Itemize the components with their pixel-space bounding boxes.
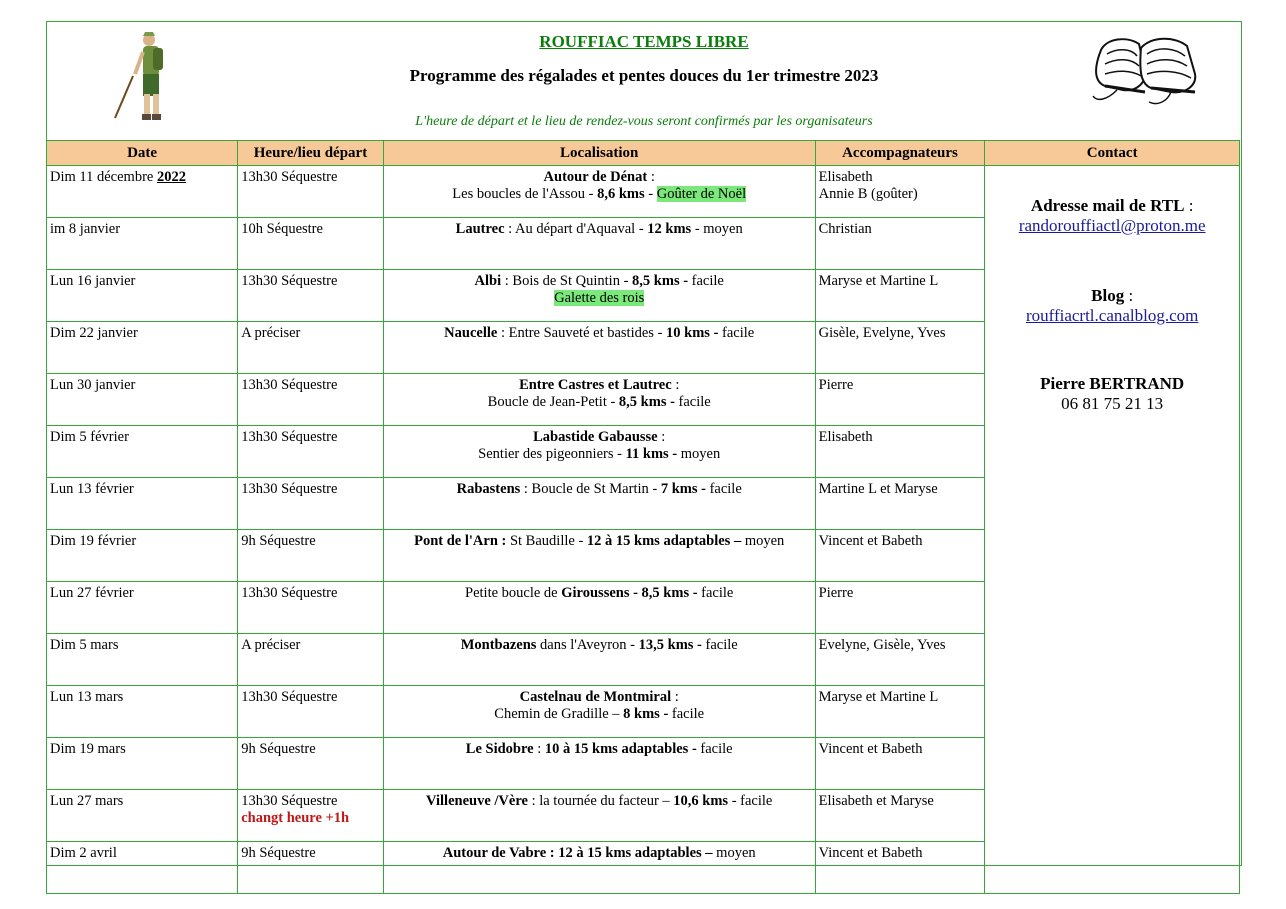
- hiking-boots-icon: [1087, 30, 1207, 110]
- row-time: 10h Séquestre: [238, 218, 384, 270]
- row-guides: Pierre: [815, 374, 985, 426]
- row-location: Pont de l'Arn : St Baudille - 12 à 15 kms adaptables – moyen: [383, 530, 815, 582]
- row-date: Dim 19 février: [47, 530, 238, 582]
- row-guides: Maryse et Martine L: [815, 686, 985, 738]
- row-location: Petite boucle de Giroussens - 8,5 kms - facile: [383, 582, 815, 634]
- mail-link[interactable]: randorouffiactl@proton.me: [1018, 216, 1206, 235]
- row-guides: Evelyne, Gisèle, Yves: [815, 634, 985, 686]
- row-date: Dim 19 mars: [47, 738, 238, 790]
- row-date: Lun 30 janvier: [47, 374, 238, 426]
- col-time: Heure/lieu départ: [238, 141, 384, 166]
- row-date: im 8 janvier: [47, 218, 238, 270]
- row-guides: Maryse et Martine L: [815, 270, 985, 322]
- header: [47, 22, 1241, 140]
- row-date: Dim 5 février: [47, 426, 238, 478]
- page-subtitle: Programme des régalades et pentes douces du 1er trimestre 2023: [409, 66, 879, 85]
- row-location: Labastide Gabausse : Sentier des pigeonniers - 11 kms - moyen: [383, 426, 815, 478]
- row-guides: Martine L et Maryse: [815, 478, 985, 530]
- row-guides: Vincent et Babeth: [815, 530, 985, 582]
- row-guides: Pierre: [815, 582, 985, 634]
- row-location: Le Sidobre : 10 à 15 kms adaptables - facile: [383, 738, 815, 790]
- row-time: A préciser: [238, 322, 384, 374]
- col-location: Localisation: [383, 141, 815, 166]
- blog-link[interactable]: rouffiacrtl.canalblog.com: [1025, 306, 1199, 325]
- row-location: Lautrec : Au départ d'Aquaval - 12 kms - moyen: [383, 218, 815, 270]
- page-title: ROUFFIAC TEMPS LIBRE: [539, 32, 749, 51]
- row-date: Dim 11 décembre 2022: [47, 166, 238, 218]
- row-time: 13h30 Séquestre: [238, 582, 384, 634]
- row-location: Albi : Bois de St Quintin - 8,5 kms - facile Galette des rois: [383, 270, 815, 322]
- row-location: Autour de Vabre : 12 à 15 kms adaptables – moyen: [383, 842, 815, 894]
- contact-name: Pierre BERTRAND: [1040, 374, 1185, 393]
- row-guides: Elisabeth Annie B (goûter): [815, 166, 985, 218]
- row-time: 13h30 Séquestre: [238, 270, 384, 322]
- row-time: 13h30 Séquestre: [238, 426, 384, 478]
- row-time: 13h30 Séquestre: [238, 166, 384, 218]
- row-location: Entre Castres et Lautrec : Boucle de Jean-Petit - 8,5 kms - facile: [383, 374, 815, 426]
- row-time: A préciser: [238, 634, 384, 686]
- row-time: 9h Séquestre: [238, 738, 384, 790]
- contact-phone: 06 81 75 21 13: [1061, 394, 1164, 413]
- row-guides: Elisabeth: [815, 426, 985, 478]
- row-guides: Vincent et Babeth: [815, 738, 985, 790]
- row-location: Villeneuve /Vère : la tournée du facteur – 10,6 kms - facile: [383, 790, 815, 842]
- programme-frame: [46, 21, 1242, 866]
- row-guides: Gisèle, Evelyne, Yves: [815, 322, 985, 374]
- row-time: 13h30 Séquestre: [238, 686, 384, 738]
- row-date: Lun 13 février: [47, 478, 238, 530]
- row-date: Lun 27 mars: [47, 790, 238, 842]
- programme-table: [46, 140, 1240, 894]
- row-location: Naucelle : Entre Sauveté et bastides - 10 kms - facile: [383, 322, 815, 374]
- col-date: Date: [47, 141, 238, 166]
- row-time: 9h Séquestre: [238, 842, 384, 894]
- row-date: Dim 5 mars: [47, 634, 238, 686]
- col-guides: Accompagnateurs: [815, 141, 985, 166]
- page-note: L'heure de départ et le lieu de rendez-vous seront confirmés par les organisateurs: [415, 114, 873, 129]
- table-row: [47, 166, 1240, 218]
- row-location: Montbazens dans l'Aveyron - 13,5 kms - facile: [383, 634, 815, 686]
- row-time: 13h30 Séquestre: [238, 374, 384, 426]
- row-guides: Elisabeth et Maryse: [815, 790, 985, 842]
- row-location: Rabastens : Boucle de St Martin - 7 kms - facile: [383, 478, 815, 530]
- row-date: Dim 22 janvier: [47, 322, 238, 374]
- col-contact: Contact: [985, 141, 1240, 166]
- row-time: 13h30 Séquestre: [238, 478, 384, 530]
- row-date: Dim 2 avril: [47, 842, 238, 894]
- contact-cell: Adresse mail de RTL : randorouffiactl@proton.me Blog : rouffiacrtl.canalblog.com Pierre BERTRAND 06 81 75 21 13: [985, 166, 1240, 894]
- row-date: Lun 13 mars: [47, 686, 238, 738]
- row-location: Autour de Dénat : Les boucles de l'Assou - 8,6 kms - Goûter de Noël: [383, 166, 815, 218]
- row-time: 9h Séquestre: [238, 530, 384, 582]
- row-guides: Christian: [815, 218, 985, 270]
- row-guides: Vincent et Babeth: [815, 842, 985, 894]
- row-date: Lun 27 février: [47, 582, 238, 634]
- row-location: Castelnau de Montmiral : Chemin de Gradille – 8 kms - facile: [383, 686, 815, 738]
- row-date: Lun 16 janvier: [47, 270, 238, 322]
- table-header-row: [47, 141, 1240, 166]
- row-time: 13h30 Séquestre changt heure +1h: [238, 790, 384, 842]
